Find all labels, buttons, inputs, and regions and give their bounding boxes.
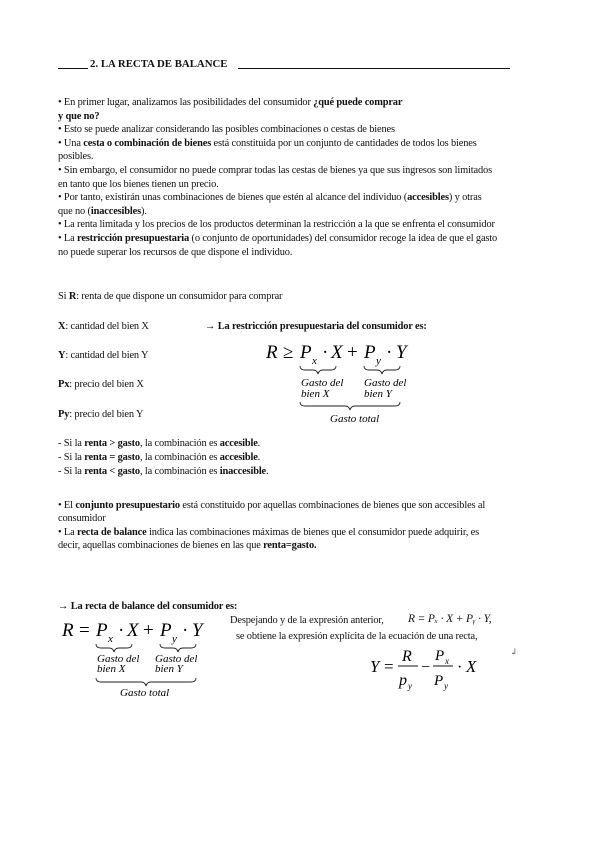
- text-run: • La renta limitada y los precios de los productos determinan la restricción a la que se enfrenta el consumidor: [58, 219, 495, 231]
- budget-set-line: [58, 499, 485, 512]
- gasto2-total: Gasto total: [120, 687, 170, 699]
- text-run: que no (: [58, 205, 91, 217]
- text-run: .: [257, 452, 261, 463]
- explicit-num2-sub: x: [445, 656, 449, 666]
- text-run: ).: [141, 205, 147, 217]
- brace-gasto-x: [300, 366, 336, 374]
- formula-r: R: [266, 342, 278, 363]
- intro-line: [58, 110, 99, 123]
- brace-gasto-total: [300, 402, 400, 410]
- text-run: • En primer lugar, analizamos las posibilidades del consumidor: [58, 97, 314, 108]
- intro-line: [58, 123, 395, 136]
- formula2-y: Y: [192, 620, 203, 641]
- bold-term: cesta o combinación de bienes: [83, 137, 212, 149]
- text-run: Si: [58, 291, 69, 302]
- bold-term: recta de balance: [77, 526, 147, 538]
- bold-term: R: [68, 291, 77, 302]
- paragraph-mark: ↲: [510, 647, 518, 657]
- formula2-dot1: ·: [118, 620, 125, 641]
- explicit-num2: P: [435, 648, 445, 664]
- def-py: [58, 408, 143, 421]
- text-run: (o conjunto de oportunidades) del consumidor recoge la idea de que el gasto: [189, 233, 498, 244]
- heading-number: 2.: [90, 58, 99, 70]
- explicit-minus: −: [421, 659, 431, 676]
- formula2-sx: x: [108, 633, 113, 645]
- text-run: consumidor: [58, 513, 106, 525]
- brace-gasto-y: [364, 366, 400, 374]
- intro-line: [58, 178, 219, 191]
- heading-rule-right: [238, 68, 510, 69]
- text-run: - Si la: [58, 466, 85, 477]
- bold-term: accesible: [219, 452, 258, 463]
- formula-dot1: ·: [322, 342, 329, 363]
- bold-term: renta > gasto: [84, 438, 140, 449]
- formula2-py: P: [160, 620, 172, 641]
- explicit-den1: p: [399, 672, 407, 689]
- text-run: está constituido por aquellas combinaciones de bienes que son accesibles al: [179, 500, 486, 511]
- text-run: : renta de que dispone un consumidor para comprar: [76, 291, 283, 302]
- gasto2-x-line1: Gasto del: [97, 653, 140, 665]
- explicit-eq: =: [384, 657, 394, 676]
- intro-line: [58, 164, 492, 177]
- text-run: , la combinación es: [139, 452, 220, 463]
- text-run: .: [266, 466, 269, 477]
- text-run: decir, aquellas combinaciones de bienes en las que: [58, 540, 264, 552]
- def-px: [58, 378, 144, 391]
- formula2-eq: =: [79, 620, 90, 641]
- text-run: indica las combinaciones máximas de bienes que el consumidor puede adquirir, es: [146, 526, 480, 538]
- def-y: [58, 349, 148, 362]
- text-run: ) y otras: [448, 192, 482, 204]
- bold-term: inaccesible: [219, 466, 267, 477]
- balance-line-label: → La recta de balance del consumidor es:: [58, 601, 238, 612]
- intro-line: [58, 191, 482, 204]
- text-run: • La: [58, 526, 78, 538]
- formula2-plus: +: [143, 620, 154, 641]
- formula-y: Y: [396, 342, 407, 363]
- explicit-equation: [366, 644, 516, 694]
- formula-dot2: ·: [386, 342, 393, 363]
- text-run: - Si la: [58, 438, 85, 449]
- intro-line: [58, 137, 477, 150]
- intro-line: [58, 96, 402, 109]
- bold-term: renta=gasto.: [263, 540, 317, 552]
- budget-set-line: [58, 526, 479, 539]
- bold-term: renta < gasto: [84, 466, 140, 477]
- gasto2-y-line2: bien Y: [155, 663, 183, 675]
- explicit-den1-sub: y: [408, 681, 412, 691]
- bold-term: accesible: [219, 438, 258, 449]
- bold-term: ¿qué puede comprar: [313, 97, 403, 108]
- explicit-den2: P: [434, 673, 444, 689]
- text-run: • Por tanto, existirán unas combinaciones de bienes que estén al alcance del individuo (: [58, 192, 408, 204]
- text-run: : precio del bien Y: [69, 409, 144, 420]
- bold-term: accesibles: [407, 192, 449, 204]
- gasto2-y-line1: Gasto del: [155, 653, 198, 665]
- text-run: • Sin embargo, el consumidor no puede comprar todas las cestas de bienes ya que sus ingresos son limitados: [58, 165, 492, 176]
- text-run: , la combinación es: [139, 466, 220, 477]
- balance-line-formula: [58, 612, 228, 700]
- bold-term: conjunto presupuestario: [75, 500, 180, 511]
- text-run: .: [257, 438, 261, 449]
- bold-term: Px: [58, 379, 70, 390]
- explicit-num1: R: [402, 648, 412, 665]
- gasto-x-line2: bien X: [301, 388, 330, 400]
- formula2-px: P: [96, 620, 108, 641]
- brace2-gasto-x: [96, 644, 132, 652]
- income-definition: [58, 290, 282, 303]
- bold-term: inaccesibles: [90, 205, 142, 217]
- despejando-line1: Despejando y de la expresión anterior,: [230, 615, 384, 626]
- gasto-total: Gasto total: [330, 413, 380, 425]
- restriction-label: → La restricción presupuestaria del consumidor es:: [205, 321, 427, 332]
- case-equal: [58, 451, 260, 464]
- gasto-y-line1: Gasto del: [364, 377, 407, 389]
- formula2-x: X: [127, 620, 139, 641]
- formula-sy: y: [376, 355, 381, 367]
- text-run: no puede superar los recursos de que dispone el individuo.: [58, 246, 293, 258]
- explicit-y: Y: [370, 657, 380, 676]
- intro-line: [58, 205, 147, 218]
- bold-term: restricción presupuestaria: [77, 233, 190, 244]
- explicit-x: X: [466, 657, 477, 676]
- gasto-y-line2: bien Y: [364, 388, 392, 400]
- text-run: - Si la: [58, 452, 85, 463]
- case-greater: [58, 437, 260, 450]
- budget-set-line: [58, 539, 316, 552]
- section-heading: [90, 58, 228, 70]
- case-less: [58, 465, 268, 478]
- despejando-line2: se obtiene la expresión explícita de la ecuación de una recta,: [236, 631, 478, 642]
- bold-term: Py: [58, 409, 70, 420]
- inline-formula: R = Pₓ · X + Pᵧ · Y,: [408, 613, 492, 625]
- gasto-x-line1: Gasto del: [301, 377, 344, 389]
- budget-restriction-formula: [262, 334, 422, 426]
- bold-term: Y: [58, 350, 66, 361]
- formula2-r: R: [62, 620, 74, 641]
- text-run: : cantidad del bien Y: [65, 350, 149, 361]
- text-run: posibles.: [58, 151, 94, 163]
- brace2-gasto-total: [96, 678, 196, 686]
- bold-term: X: [58, 321, 66, 332]
- intro-line: [58, 150, 93, 163]
- intro-line: [58, 246, 292, 259]
- text-run: : precio del bien X: [69, 379, 144, 390]
- bold-term: renta = gasto: [84, 452, 140, 463]
- brace2-gasto-y: [160, 644, 196, 652]
- text-run: • La: [58, 233, 78, 244]
- text-run: • Esto se puede analizar considerando las posibles combinaciones o cestas de bienes: [58, 124, 395, 136]
- formula2-sy: y: [172, 633, 177, 645]
- formula-px: P: [300, 342, 312, 363]
- gasto2-x-line2: bien X: [97, 663, 126, 675]
- heading-title: LA RECTA DE BALANCE: [100, 58, 228, 70]
- formula-py: P: [364, 342, 376, 363]
- intro-line: [58, 232, 497, 245]
- heading-rule-left: [58, 68, 88, 69]
- text-run: , la combinación es: [139, 438, 220, 449]
- text-run: en tanto que los bienes tienen un precio.: [58, 178, 219, 190]
- intro-line: [58, 218, 495, 231]
- text-run: • Una: [58, 137, 84, 149]
- text-run: : cantidad del bien X: [65, 321, 149, 332]
- formula-x: X: [331, 342, 343, 363]
- formula-geq: ≥: [283, 342, 294, 363]
- bold-term: y que no?: [58, 110, 100, 122]
- explicit-den2-sub: y: [444, 681, 448, 691]
- formula2-dot2: ·: [182, 620, 189, 641]
- def-x: [58, 320, 149, 333]
- text-run: está constituida por un conjunto de cantidades de todos los bienes: [211, 137, 477, 149]
- explicit-dot: ·: [457, 659, 463, 676]
- text-run: • El: [58, 500, 76, 511]
- formula-plus: +: [347, 342, 358, 363]
- formula-sx: x: [312, 355, 317, 367]
- budget-set-line: [58, 512, 106, 525]
